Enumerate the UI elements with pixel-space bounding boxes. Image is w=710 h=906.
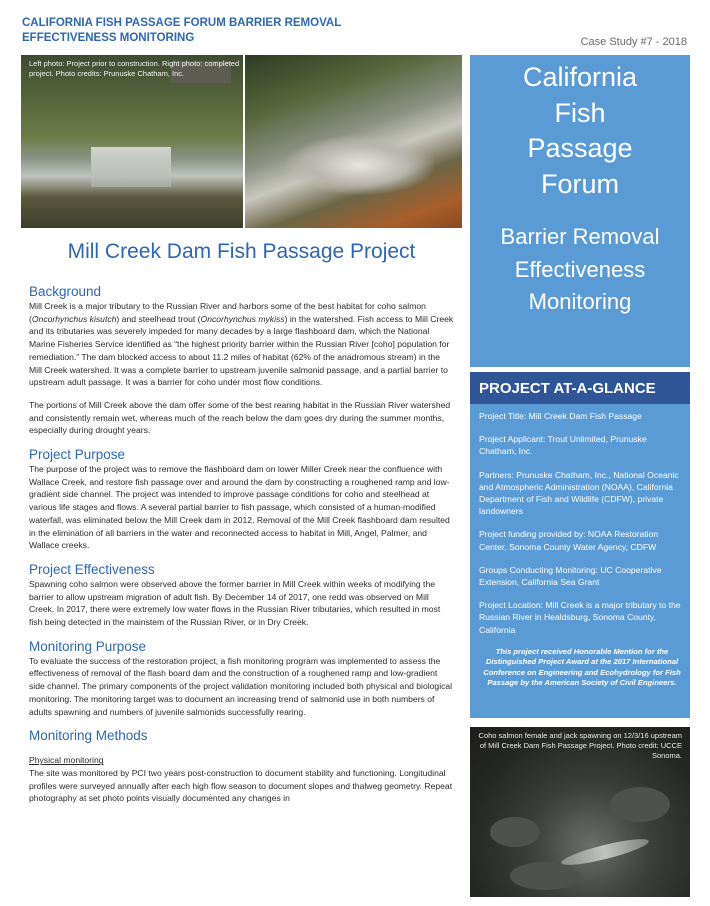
report-series-title xyxy=(22,16,342,45)
award-note: This project received Honorable Mention for the Distinguished Project Award at the 2017 International Conference on Engineering and Ecohydrology for Fish Passage by the American Society of Civil Engineers. xyxy=(483,646,681,688)
background-heading: Background xyxy=(29,284,102,299)
monitoring-purpose-heading: Monitoring Purpose xyxy=(29,638,147,654)
main-body xyxy=(29,284,454,805)
glance-location: Project Location: Mill Creek is a major tributary to the Russian River in Healdsburg, Sonoma County, California xyxy=(479,600,681,635)
purpose-paragraph: The purpose of the project was to remove the flashboard dam on lower Miller Creek near the confluence with Wallace Creek, and restore fish passage over and around the dam by constructing a roughened ramp and low-gradient side channel. The project was intended to improve passage conditions for coho and steelhead at various life stages and flows. A several partial barrier to fish passage, which consisted of a human-modified waterfall, was eliminated below the Mill Creek dam in 2012. Removal of the Mill Creek flashboard dam resulted in the elimination of all barriers in the water and reconnected access to habitat in Mill, Angel, Palmer, and Wallace creeks. xyxy=(29,464,450,551)
glance-monitoring-groups: Groups Conducting Monitoring: UC Cooperative Extension, California Sea Grant xyxy=(479,564,662,588)
forum-title-box xyxy=(470,55,690,367)
after-construction-photo xyxy=(245,55,462,228)
effectiveness-paragraph: Spawning coho salmon were observed above the former barrier in Mill Creek within weeks of modifying the barrier to allow upstream migration of adult fish. By December 14 of 2017, one redd was observed on Mill Creek. In 2017, there were extremely low water flows in the Russian River tributaries, which resulted in most fish being detected in the mainstem of the Russian River, or in Dry Creek. xyxy=(29,578,441,628)
series-title-line-1: CALIFORNIA FISH PASSAGE FORUM BARRIER REMOVAL xyxy=(22,17,342,29)
monitoring-methods-heading: Monitoring Methods xyxy=(29,728,148,744)
spawning-coho-photo xyxy=(470,727,690,897)
glance-applicant: Project Applicant: Trout Unlimited, Prunuske Chatham, Inc. xyxy=(479,434,647,457)
effectiveness-heading: Project Effectiveness xyxy=(29,561,155,577)
monitoring-purpose-paragraph: To evaluate the success of the restoration project, a fish monitoring program was implemented to assess the effectiveness of removal of the flash board dam and the construction of a roughened ramp and low-gradient side channel. The primary components of the project validation monitoring included both physical and biological monitoring. The monitoring target was to document an increasing trend of salmonid use in both numbers of adults spawning and numbers of juvenile salmonids successfully rearing. xyxy=(29,655,453,717)
before-after-photos xyxy=(21,55,462,228)
glance-funding: Project funding provided by: NOAA Restoration Center, Sonoma County Water Agency, CDFW xyxy=(479,529,659,552)
fish-photo-caption: Coho salmon female and jack spawning on 12/3/16 upstream of Mill Creek Dam Fish Passage Project. Photo credit: UCCE Sonoma. xyxy=(478,731,682,760)
glance-partners: Partners: Prunuske Chatham, Inc., National Oceanic and Atmospheric Administration (NOAA), California Department of Fish and Wildlife (CDFW), private landowners xyxy=(479,469,679,517)
project-at-a-glance-panel xyxy=(470,372,690,718)
forum-title: California Fish Passage Forum xyxy=(522,62,638,199)
background-paragraph-2: The portions of Mill Creek above the dam offer some of the best rearing habitat in the Russian River watershed and consistently remain wet, whereas much of the reach below the dam goes dry during the summer months, especially during drought years. xyxy=(29,399,451,436)
forum-subtitle: Barrier Removal Effectiveness Monitoring xyxy=(500,224,660,314)
background-paragraph-1: Mill Creek is a major tributary to the Russian River and harbors some of the best habitat for coho salmon (Oncorhynchus kisutch) and steelhead trout (Oncorhynchus mykiss) in the watershed. Fish access to Mill Creek and its tributaries was severely impeded for many decades by a large flashboard dam, which the National Marine Fisheries Service identified as “the highest priority barrier within the Russian River [coho] population for remediation.” The dam blocked access to about 11.2 miles of habitat (62% of the anadromous stream) in the Mill Creek watershed. It was a complete barrier to upstream juvenile salmonid passage, and a partial barrier to upstream adult passage. It was a barrier for coho under most flow conditions. xyxy=(29,301,454,388)
purpose-heading: Project Purpose xyxy=(29,447,126,463)
main-title: Mill Creek Dam Fish Passage Project xyxy=(67,240,416,263)
physical-monitoring-subheading: Physical monitoring xyxy=(29,755,104,766)
salmon-figure xyxy=(560,834,651,869)
glance-project-title: Project Title: Mill Creek Dam Fish Passage xyxy=(479,411,642,421)
glance-heading: PROJECT AT-A-GLANCE xyxy=(470,372,690,404)
photo-caption: Left photo: Project prior to construction. Right photo: completed project. Photo credits: Prunuske Chatham, Inc. xyxy=(29,59,240,78)
before-construction-photo xyxy=(21,55,243,228)
monitoring-methods-paragraph: The site was monitored by PCI two years post-construction to document stability and functioning. Longitudinal profiles were surveyed annually after each high flow season to document slopes and thalweg geometry. Repeat photography at set photo points visually documented any changes in xyxy=(29,767,453,804)
series-title-line-2: EFFECTIVENESS MONITORING xyxy=(22,31,195,44)
case-study-label: Case Study #7 - 2018 xyxy=(580,36,687,48)
